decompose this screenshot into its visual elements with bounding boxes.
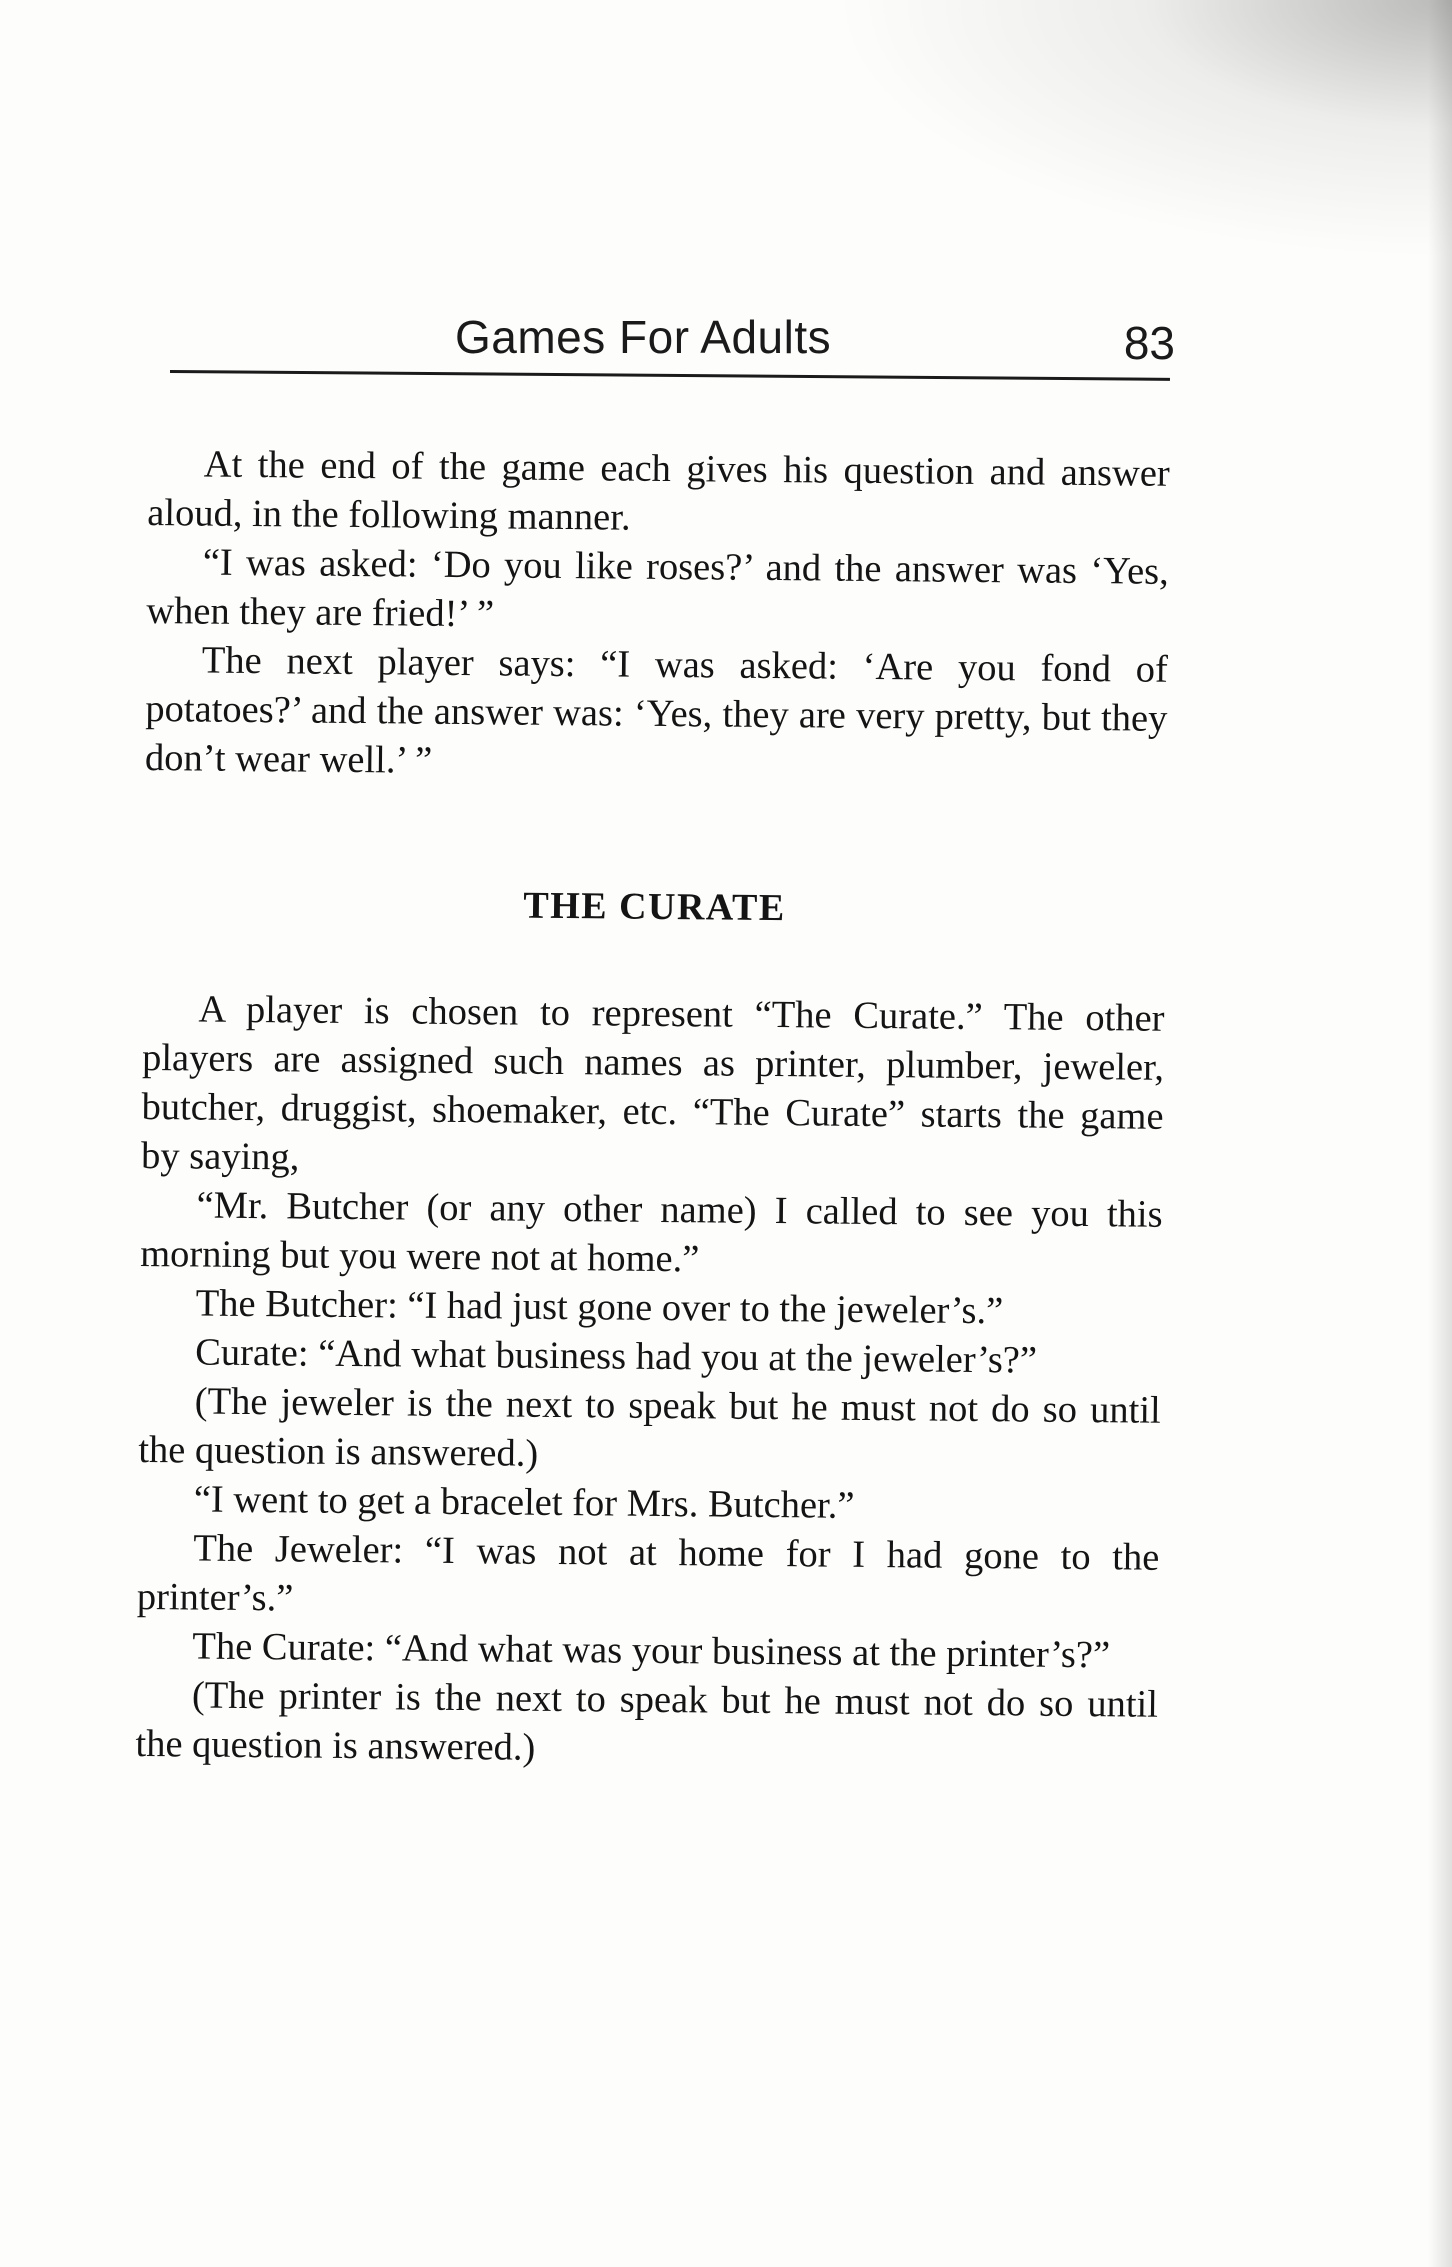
paragraph: The next player says: “I was asked: ‘Are you fond of potatoes?’ and the answer was: ‘Yes, they are very pretty, but they don’t wear well.’ ” (144, 639, 1169, 782)
page-number: 83 (1123, 317, 1175, 369)
paragraph: A player is chosen to represent “The Curate.” The other players are assigned such names as printer, plumber, jeweler, butcher, druggist, shoemaker, etc. “The Curate” starts the game by saying, (140, 988, 1165, 1179)
paragraph: (The printer is the next to speak but he must not do so until the question is answered.) (135, 1674, 1159, 1769)
paragraph: At the end of the game each gives his question and answer aloud, in the following manner. (147, 443, 1170, 539)
section-title: THE CURATE (523, 884, 786, 930)
paragraph: The Curate: “And what was your business at the printer’s?” (192, 1625, 1111, 1677)
running-title: Games For Adults (455, 311, 832, 363)
page-edge-shadow (1428, 0, 1452, 2267)
scan-smudge (832, 0, 1452, 260)
paragraph: “Mr. Butcher (or any other name) I called to see you this morning but you were not at home.” (139, 1184, 1163, 1281)
paragraph: “I went to get a bracelet for Mrs. Butcher.” (193, 1478, 855, 1527)
paragraph: (The jeweler is the next to speak but he must not do so until the question is answered.) (138, 1380, 1161, 1475)
paragraph: “I was asked: ‘Do you like roses?’ and the answer was ‘Yes, when they are fried!’ ” (146, 541, 1169, 636)
paragraph: Curate: “And what business had you at the jeweler’s?” (195, 1331, 1038, 1382)
page-header (170, 300, 1175, 380)
paragraph: The Jeweler: “I was not at home for I had gone to the printer’s.” (136, 1527, 1160, 1620)
body-text (135, 440, 1170, 1779)
paragraph: The Butcher: “I had just gone over to the jeweler’s.” (195, 1282, 1004, 1333)
